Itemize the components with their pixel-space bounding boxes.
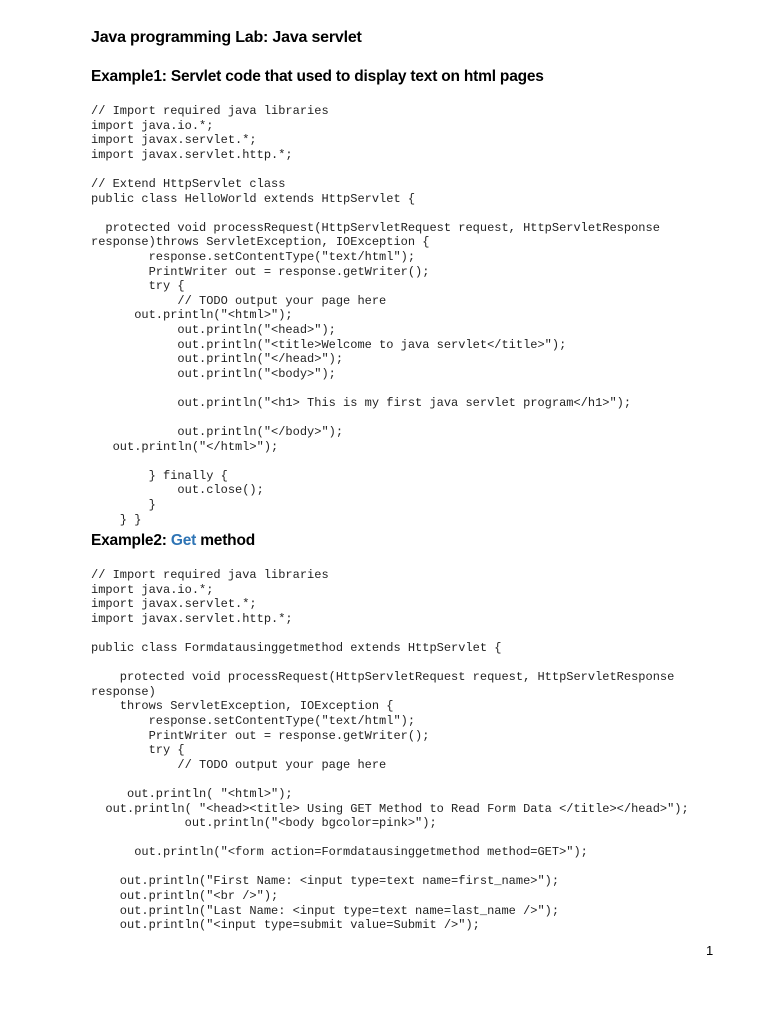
example2-heading-prefix: Example2: xyxy=(91,532,171,549)
example2-heading xyxy=(91,532,255,550)
example2-code-block: // Import required java libraries import java.io.*; import javax.servlet.*; import javax.servlet.http.*; public class Formdatausinggetmethod extends HttpServlet { protected void processRequest(HttpServletRequest request, HttpServletResponse response) throws ServletException, IOException { response.setContentType("text/html"); PrintWriter out = response.getWriter(); try { // TODO output your page here out.println( "<html>"); out.println( "<head><title> Using GET Method to Read Form Data </title></head>"); out.println("<body bgcolor=pink>"); out.println("<form action=Formdatausinggetmethod method=GET>"); out.println("First Name: <input type=text name=first_name>"); out.println("<br />"); out.println("Last Name: <input type=text name=last_name />"); out.println("<input type=submit value=Submit />"); xyxy=(91,568,689,933)
example2-heading-suffix: method xyxy=(196,532,255,549)
example2-heading-accent: Get xyxy=(170,532,197,549)
example1-heading: Example1: Servlet code that used to display text on html pages xyxy=(91,68,544,85)
page-number: 1 xyxy=(706,943,714,958)
example1-code-block: // Import required java libraries import java.io.*; import javax.servlet.*; import javax.servlet.http.*; // Extend HttpServlet class public class HelloWorld extends HttpServlet { protected void processRequest(HttpServletRequest request, HttpServletResponse response)throws ServletException, IOException { response.setContentType("text/html"); PrintWriter out = response.getWriter(); try { // TODO output your page here out.println("<html>"); out.println("<head>"); out.println("<title>Welcome to java servlet</title>"); out.println("</head>"); out.println("<body>"); out.println("<h1> This is my first java servlet program</h1>"); out.println("</body>"); out.println("</html>"); } finally { out.close(); } } } xyxy=(91,104,660,527)
document-title: Java programming Lab: Java servlet xyxy=(91,29,362,46)
